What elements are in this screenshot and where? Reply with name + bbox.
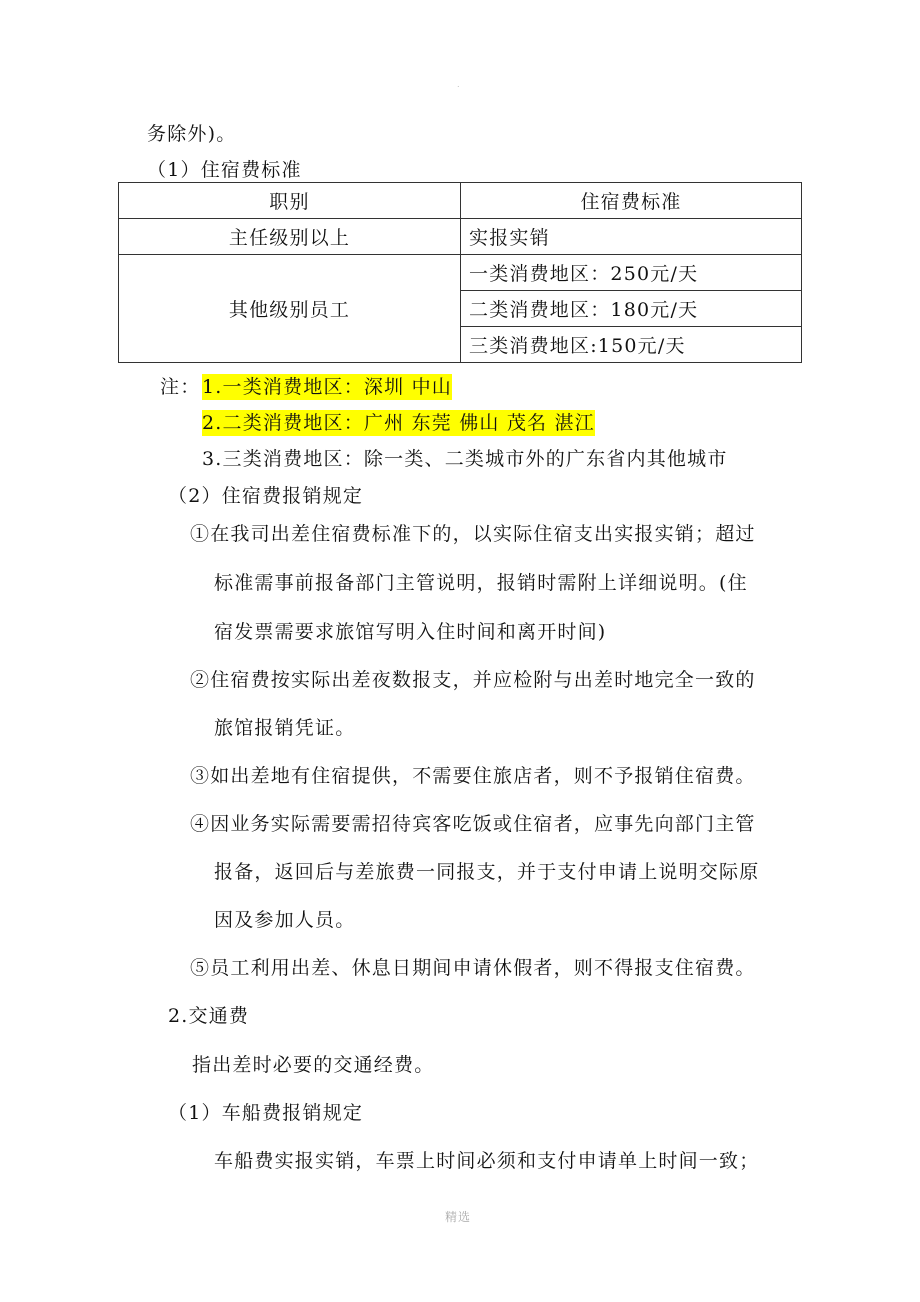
standard-cell: 实报实销 xyxy=(461,219,802,255)
table-row xyxy=(119,219,802,255)
standard-cell: 三类消费地区:150元/天 xyxy=(461,327,802,363)
note-line-1 xyxy=(202,375,452,399)
note-item-2: 2.二类消费地区：广州 东莞 佛山 茂名 湛江 xyxy=(202,412,595,434)
footer-label: 精选 xyxy=(445,1210,472,1224)
transport-desc: 指出差时必要的交通经费。 xyxy=(192,1054,435,1076)
note-item-3: 3.三类消费地区：除一类、二类城市外的广东省内其他城市 xyxy=(202,448,728,470)
rule-line: 宿发票需要求旅馆写明入住时间和离开时间) xyxy=(214,621,607,643)
standard-cell: 一类消费地区：250元/天 xyxy=(461,255,802,291)
table-row xyxy=(119,255,802,291)
note-line-2 xyxy=(202,411,595,435)
rule-line: ②住宿费按实际出差夜数报支，并应检附与出差时地完全一致的 xyxy=(190,669,756,691)
table-header-row xyxy=(119,183,802,219)
level-cell: 其他级别员工 xyxy=(119,255,461,363)
header-mark: . xyxy=(457,80,460,89)
transport-sub-title: （1）车船费报销规定 xyxy=(168,1102,364,1124)
note-prefix: 注： xyxy=(160,376,201,398)
rule-line: ④因业务实际需要需招待宾客吃饭或住宿者，应事先向部门主管 xyxy=(190,813,756,835)
lodging-rate-table xyxy=(118,182,802,363)
header-standard: 住宿费标准 xyxy=(461,183,802,219)
rule-line: 旅馆报销凭证。 xyxy=(214,717,356,739)
transport-sub-desc: 车船费实报实销，车票上时间必须和支付申请单上时间一致； xyxy=(214,1150,760,1172)
note-item-1: 1.一类消费地区：深圳 中山 xyxy=(202,376,452,398)
rule-line: 报备，返回后与差旅费一同报支，并于支付申请上说明交际原 xyxy=(214,861,760,883)
rule-line: ①在我司出差住宿费标准下的，以实际住宿支出实报实销；超过 xyxy=(190,523,756,545)
reimburse-title: （2）住宿费报销规定 xyxy=(168,485,364,507)
rule-line: ③如出差地有住宿提供，不需要住旅店者，则不予报销住宿费。 xyxy=(190,765,756,787)
transport-title: 2.交通费 xyxy=(168,1005,250,1027)
lead-text: 务除外)。 xyxy=(147,123,237,145)
level-cell: 主任级别以上 xyxy=(119,219,461,255)
header-level: 职别 xyxy=(119,183,461,219)
rule-line: ⑤员工利用出差、休息日期间申请休假者，则不得报支住宿费。 xyxy=(190,957,756,979)
lodging-standard-title: （1）住宿费标准 xyxy=(147,159,302,181)
standard-cell: 二类消费地区：180元/天 xyxy=(461,291,802,327)
rule-line: 因及参加人员。 xyxy=(214,909,356,931)
rule-line: 标准需事前报备部门主管说明，报销时需附上详细说明。(住 xyxy=(214,572,748,594)
